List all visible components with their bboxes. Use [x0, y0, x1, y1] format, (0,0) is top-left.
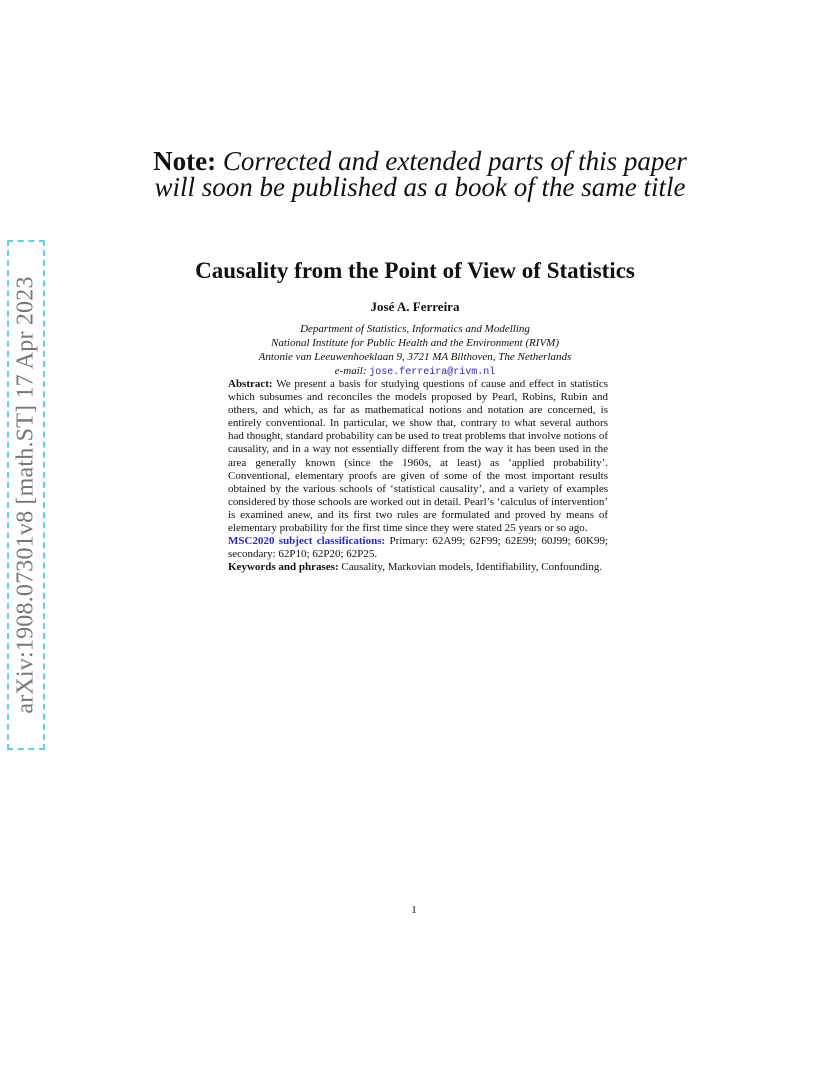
note-text: Corrected and extended parts of this paper will soon be published as a book of the same title — [154, 146, 687, 202]
affiliation-institute: National Institute for Public Health and the Environment (RIVM) — [271, 337, 559, 349]
abstract-block — [228, 378, 608, 574]
abstract-text: We present a basis for studying questions of cause and effect in statistics which subsumes and reconciles the models proposed by Pearl, Robins, Rubin and others, and which, as far as mathematical notions and notation are concerned, is entirely conventional. In particular, we show that, contrary to what several authors had thought, standard probability can be used to treat problems that involve notions of causality, and in a way not essentially different from the way it has been used in the area generally known (since the 1960s, at least) as ‘applied probability’. Conventional, elementary proofs are given of some of the most important results obtained by the various schools of ‘statistical causality’, and a variety of examples considered by those schools are worked out in detail. Pearl’s ‘calculus of intervention’ is examined anew, and its first two rules are formulated and proved by means of elementary probability for the first time since they were stated 25 years or so ago. — [228, 378, 608, 535]
editorial-note — [150, 148, 690, 200]
msc-classifications — [228, 535, 608, 561]
abstract-paragraph — [228, 378, 608, 535]
paper-title: Causality from the Point of View of Statistics — [195, 258, 635, 283]
arxiv-identifier-stamp — [7, 240, 45, 750]
email-label: e-mail: — [334, 365, 367, 377]
affiliation-address: Antonie van Leeuwenhoeklaan 9, 3721 MA Bilthoven, The Netherlands — [258, 351, 572, 363]
paper-author: José A. Ferreira — [370, 299, 460, 314]
keywords-text: Causality, Markovian models, Identifiability, Confounding. — [341, 561, 603, 574]
author-affiliation — [180, 322, 650, 380]
msc-label-link[interactable]: MSC2020 subject classifications: — [228, 535, 386, 548]
note-label: Note: — [153, 146, 217, 176]
keywords-label: Keywords and phrases: — [228, 561, 339, 574]
keywords-line — [228, 561, 608, 574]
page-number: 1 — [411, 904, 417, 916]
abstract-label: Abstract: — [228, 378, 273, 390]
msc-text: Primary: 62A99; 62F99; 62E99; 60J99; 60K99; secondary: 62P10; 62P20; 62P25. — [228, 535, 608, 561]
affiliation-department: Department of Statistics, Informatics and Modelling — [300, 323, 530, 335]
email-link[interactable]: jose.ferreira@rivm.nl — [369, 367, 496, 378]
arxiv-identifier-text: arXiv:1908.07301v8 [math.ST] 17 Apr 2023 — [12, 276, 39, 714]
